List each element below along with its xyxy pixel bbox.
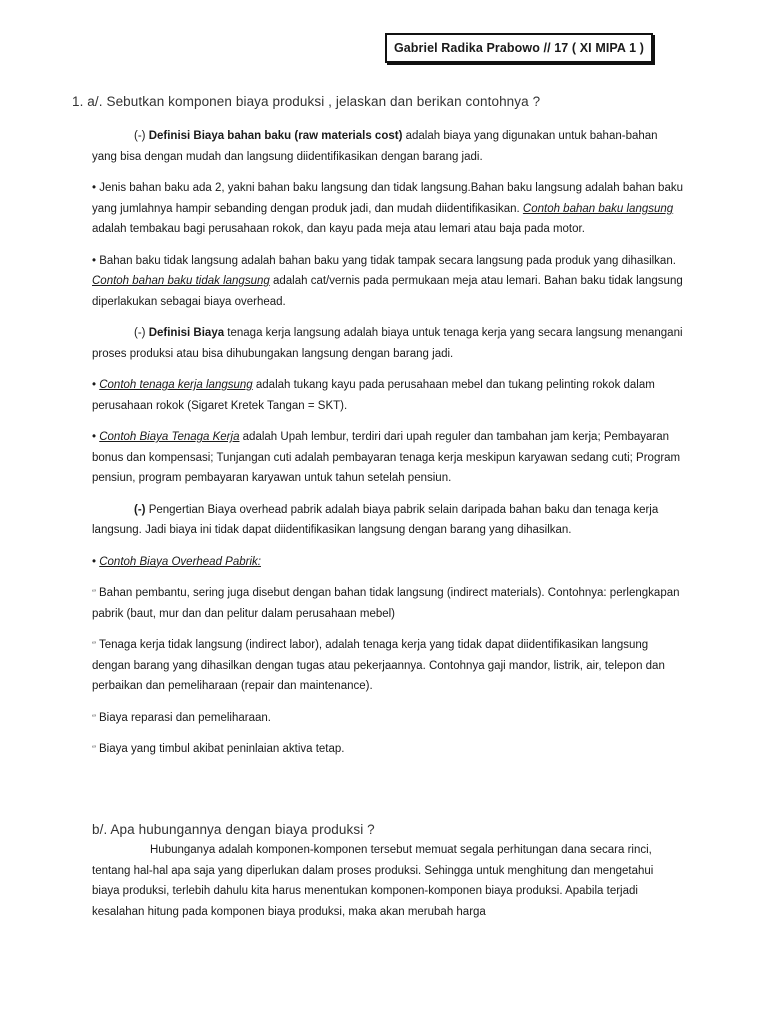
student-name: Gabriel Radika Prabowo // 17 ( XI MIPA 1 ) [393, 41, 645, 55]
definition-heading: Definisi Biaya bahan baku (raw materials cost) [148, 130, 403, 142]
paragraph-indirect-materials: • Bahan baku tidak langsung adalah bahan baku yang tidak tampak secara langsung pada produk yang dihasilkan. Contoh bahan baku tidak langsung adalah cat/vernis pada permukaan meja atau lemari. Bahan baku tidak langsung diperlakukan sebagai biaya overhead. [92, 254, 683, 308]
list-item: ‘’ Biaya reparasi dan pemeliharaan. [92, 711, 271, 724]
tick-mark: ‘’ [92, 588, 96, 598]
paragraph-labor-cost-example: • Contoh Biaya Tenaga Kerja adalah Upah lembur, terdiri dari upah reguler dan tambahan jam kerja; Pembayaran bonus dan kompensasi; Tunjangan cuti adalah pembayaran tenaga kerja meskipun karyawan sedang cuti; Program pensiun, program pembayaran karyawan untuk tahun setelah pensiun. [92, 431, 681, 484]
question-1a: 1. a/. Sebutkan komponen biaya produksi , jelaskan dan berikan contohnya ? [72, 94, 541, 109]
paragraph-overhead: (-) Pengertian Biaya overhead pabrik adalah biaya pabrik selain daripada bahan baku dan tenaga kerja langsung. Jadi biaya ini tidak dapat diidentifikasikan langsung dengan barang yang dihasilkan. [92, 503, 659, 536]
tick-mark: ‘’ [92, 744, 96, 754]
paragraph-direct-labor: (-) Definisi Biaya tenaga kerja langsung adalah biaya untuk tenaga kerja yang secara langsung menangani proses produksi atau bisa dihubungakan langsung dengan barang jadi. [92, 327, 683, 360]
student-name-box [385, 33, 653, 63]
tick-mark: ‘’ [92, 712, 96, 723]
labor-cost-example-label: Contoh Biaya Tenaga Kerja [99, 431, 240, 443]
paragraph-raw-materials: (-) Definisi Biaya bahan baku (raw materials cost) adalah biaya yang digunakan untuk bahan-bahan yang bisa dengan mudah dan langsung diidentifikasikan dengan barang jadi. [92, 130, 658, 163]
answer-paragraph: Hubunganya adalah komponen-komponen tersebut memuat segala perhitungan dana secara rinci, tentang hal-hal apa saja yang diperlukan dalam proses produksi. Sehingga untuk menghitung dan mengetahui biaya produksi, terlebih dahulu kita harus menentukan komponen-komponen biaya produksi. Apabila terjadi kesalahan hitung pada komponen biaya produksi, maka akan merubah harga [92, 844, 654, 918]
answer-1b [92, 840, 684, 922]
list-item: ‘’ Biaya yang timbul akibat peninlaian aktiva tetap. [92, 743, 345, 755]
indirect-materials-example-label: Contoh bahan baku tidak langsung [92, 275, 270, 287]
direct-labor-example-label: Contoh tenaga kerja langsung [99, 379, 253, 391]
direct-materials-example-label: Contoh bahan baku langsung [522, 202, 674, 215]
paragraph-direct-materials: • Jenis bahan baku ada 2, yakni bahan baku langsung dan tidak langsung.Bahan baku langsung adalah bahan baku yang jumlahnya hampir sebanding dengan produk jadi, dan mudah diidentifikasikan. Contoh bahan baku langsung adalah tembakau bagi perusahaan rokok, dan kayu pada meja atau lemari atau baja pada motor. [92, 182, 683, 235]
paragraph-direct-labor-example: • Contoh tenaga kerja langsung adalah tukang kayu pada perusahaan mebel dan tukang pelinting rokok dalam perusahaan rokok (Sigaret Kretek Tangan = SKT). [92, 379, 655, 412]
tick-mark: ‘’ [92, 640, 96, 650]
definition-heading: Definisi Biaya [148, 327, 225, 339]
list-item: ‘’ Tenaga kerja tidak langsung (indirect labor), adalah tenaga kerja yang tidak dapat diidentifikasikan langsung dengan barang yang dihasilkan dengan tugas atau pekerjaannya. Contohnya gaji mandor, listrik, air, telepon dan perbaikan dan pemeliharaan (repair dan maintenance). [92, 639, 665, 692]
overhead-example-label: Contoh Biaya Overhead Pabrik: [99, 555, 261, 568]
question-1b: b/. Apa hubungannya dengan biaya produksi ? [92, 822, 375, 837]
paragraph-overhead-example: • Contoh Biaya Overhead Pabrik: [92, 555, 261, 568]
list-item: ‘’ Bahan pembantu, sering juga disebut dengan bahan tidak langsung (indirect materials). Contohnya: perlengkapan pabrik (baut, mur dan dan pelitur dalam perusahaan mebel) [92, 587, 680, 620]
answer-1a [92, 126, 684, 771]
